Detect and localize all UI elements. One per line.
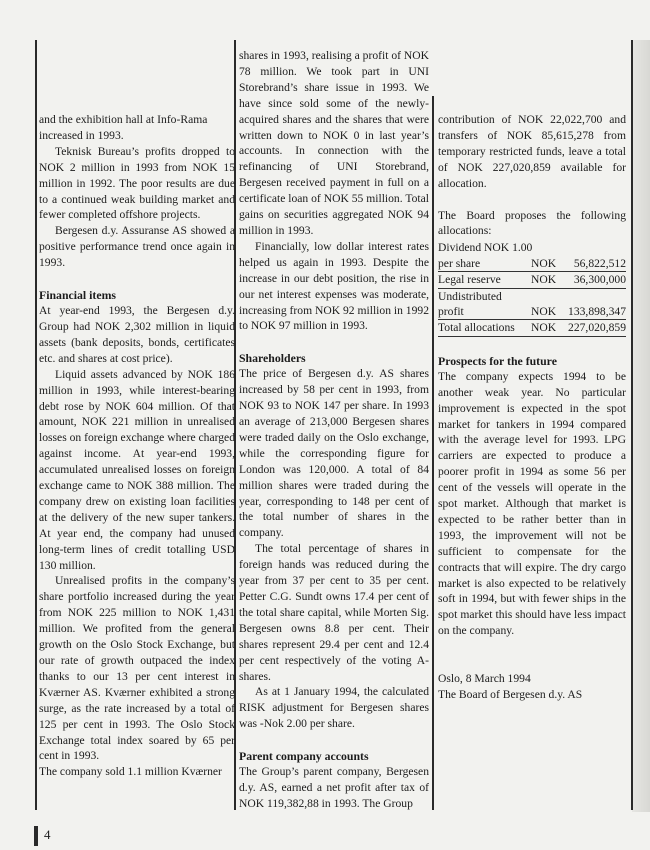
signoff-place-date: Oslo, 8 March 1994 bbox=[438, 672, 531, 686]
signoff-board: The Board of Bergesen d.y. AS bbox=[438, 688, 583, 702]
table-cell: NOK bbox=[525, 304, 560, 320]
table-row bbox=[438, 256, 626, 272]
table-row bbox=[438, 288, 626, 304]
table-cell: per share bbox=[438, 256, 525, 272]
column-rule-left bbox=[35, 40, 37, 810]
table-row bbox=[438, 240, 626, 255]
page-number-marker bbox=[34, 826, 38, 846]
paragraph: The total percentage of shares in foreign hands was reduced during the year from 37 per cent to 35 per cent. Petter C.G. Sundt owns 17.4 per cent of the total share capital, while Morten Sig. Bergesen owns 8.8 per cent. Their shares represent 29.4 per cent and 12.4 per cent respectively of the voting A-shares. bbox=[239, 542, 429, 683]
section-heading-prospects: Prospects for the future bbox=[438, 353, 557, 368]
page-number: 4 bbox=[44, 827, 51, 842]
paragraph: Financially, low dollar interest rates helped us again in 1993. Despite the increase in our debt position, the rise in our net interest expenses was moderate, increasing from NOK 92 million in 1992 to NOK 97 million in 1993. bbox=[239, 239, 429, 333]
paragraph: The price of Bergesen d.y. AS shares increased by 58 per cent in 1993, from NOK 93 to NOK 147 per share. In 1993 an average of 213,000 Bergesen shares were traded daily on the Oslo exchange, while the corresponding figure for London was 120,000. A total of 84 million shares were traded during the year, corresponding to 148 per cent of the total number of shares in the company. bbox=[239, 367, 429, 540]
text-column-3 bbox=[438, 112, 626, 703]
section-heading-shareholders: Shareholders bbox=[239, 351, 306, 366]
table-cell: 133,898,347 bbox=[560, 304, 626, 320]
table-cell: NOK bbox=[525, 256, 560, 272]
paragraph: The Group’s parent company, Bergesen d.y. AS, earned a net profit after tax of NOK 119,382,88 in 1993. The Group bbox=[239, 765, 429, 810]
paragraph: Unrealised profits in the company’s share portfolio increased during the year from NOK 225 million to NOK 1,431 million. We profited from the general growth on the Oslo Stock Exchange, but our rate of growth outpaced the index thanks to our 13 per cent interest in Kværner AS. Kværner exhibited a strong surge, as the rate increased by a total of 125 per cent in 1993. The Oslo Stock Exchange total index soared by 65 per cent in 1993. bbox=[39, 574, 235, 763]
table-cell: Legal reserve bbox=[438, 272, 525, 288]
table-cell: 227,020,859 bbox=[560, 320, 626, 336]
paragraph: The company expects 1994 to be another weak year. No particular improvement is expected in the spot market for tankers in 1994 compared with the average level for 1993. LPG carriers are expected to produce a poorer profit in 1994 as some 56 per cent of the vessels will operate in the spot market. Although that market is expected to be rather better than in 1993, the improvement will not be sufficient to compensate for the contracts that will expire. The dry cargo market is also expected to be relatively soft in 1994, but with fewer ships in the spot market this should have less impact on the company. bbox=[438, 369, 626, 638]
paragraph: At year-end 1993, the Bergesen d.y. Group had NOK 2,302 million in liquid assets (bank deposits, bonds, certificates etc. and shares at cost price). bbox=[39, 304, 235, 365]
paragraph: The Board proposes the following allocations: bbox=[438, 208, 626, 238]
page-edge-shadow bbox=[632, 40, 650, 812]
table-row bbox=[438, 304, 626, 320]
paragraph: The company sold 1.1 million Kværner bbox=[39, 765, 222, 779]
paragraph: Liquid assets advanced by NOK 186 million in 1993, while interest-bearing debt rose by NOK 604 million. Of that amount, NOK 221 million in unrealised losses on foreign exchange where charged against income. At year-end 1993, accumulated unrealised losses on foreign exchange came to NOK 388 million. The company drew on existing loan facilities at the delivery of the new super tankers. At year end, the company had unused long-term lines of credit totalling USD 130 million. bbox=[39, 367, 235, 572]
table-row bbox=[438, 320, 626, 336]
table-cell: Total allocations bbox=[438, 320, 525, 336]
text-column-2 bbox=[239, 48, 429, 812]
table-cell: Dividend NOK 1.00 bbox=[438, 241, 533, 255]
table-row bbox=[438, 272, 626, 288]
table-cell: 56,822,512 bbox=[560, 256, 626, 272]
paragraph: contribution of NOK 22,022,700 and transfers of NOK 85,615,278 from temporary restricted funds, leave a total of NOK 227,020,859 available for allocation. bbox=[438, 113, 626, 190]
paragraph: and the exhibition hall at Info-Rama increased in 1993. bbox=[39, 113, 208, 142]
paragraph: shares in 1993, realising a profit of NOK 78 million. We took part in UNI Storebrand’s share issue in 1993. We have since sold some of the newly-acquired shares and the shares that were written down to NOK 0 in last year’s accounts. In connection with the refinancing of UNI Storebrand, Bergesen received payment in full on a certificate loan of NOK 55 million. Total gains on securities aggregated NOK 94 million in 1993. bbox=[239, 49, 429, 237]
table-cell: NOK bbox=[525, 320, 560, 336]
table-cell: profit bbox=[438, 304, 525, 320]
allocations-table bbox=[438, 240, 626, 336]
section-heading-financial-items: Financial items bbox=[39, 288, 117, 303]
section-heading-parent-company-accounts: Parent company accounts bbox=[239, 749, 369, 764]
table-cell: 36,300,000 bbox=[560, 272, 626, 288]
column-rule-middle-2 bbox=[432, 96, 434, 810]
paragraph: As at 1 January 1994, the calculated RISK adjustment for Bergesen shares was -Nok 2.00 per share. bbox=[239, 685, 429, 731]
text-column-1 bbox=[39, 112, 235, 780]
paragraph: Bergesen d.y. Assuranse AS showed a positive performance trend once again in 1993. bbox=[39, 224, 235, 270]
table-cell: NOK bbox=[525, 272, 560, 288]
table-cell: Undistributed bbox=[438, 289, 502, 303]
column-rule-right bbox=[631, 40, 633, 810]
paragraph: Teknisk Bureau’s profits dropped to NOK 2 million in 1993 from NOK 15 million in 1992. The poor results are due to a continued weak building market and fewer completed offshore projects. bbox=[39, 144, 235, 222]
